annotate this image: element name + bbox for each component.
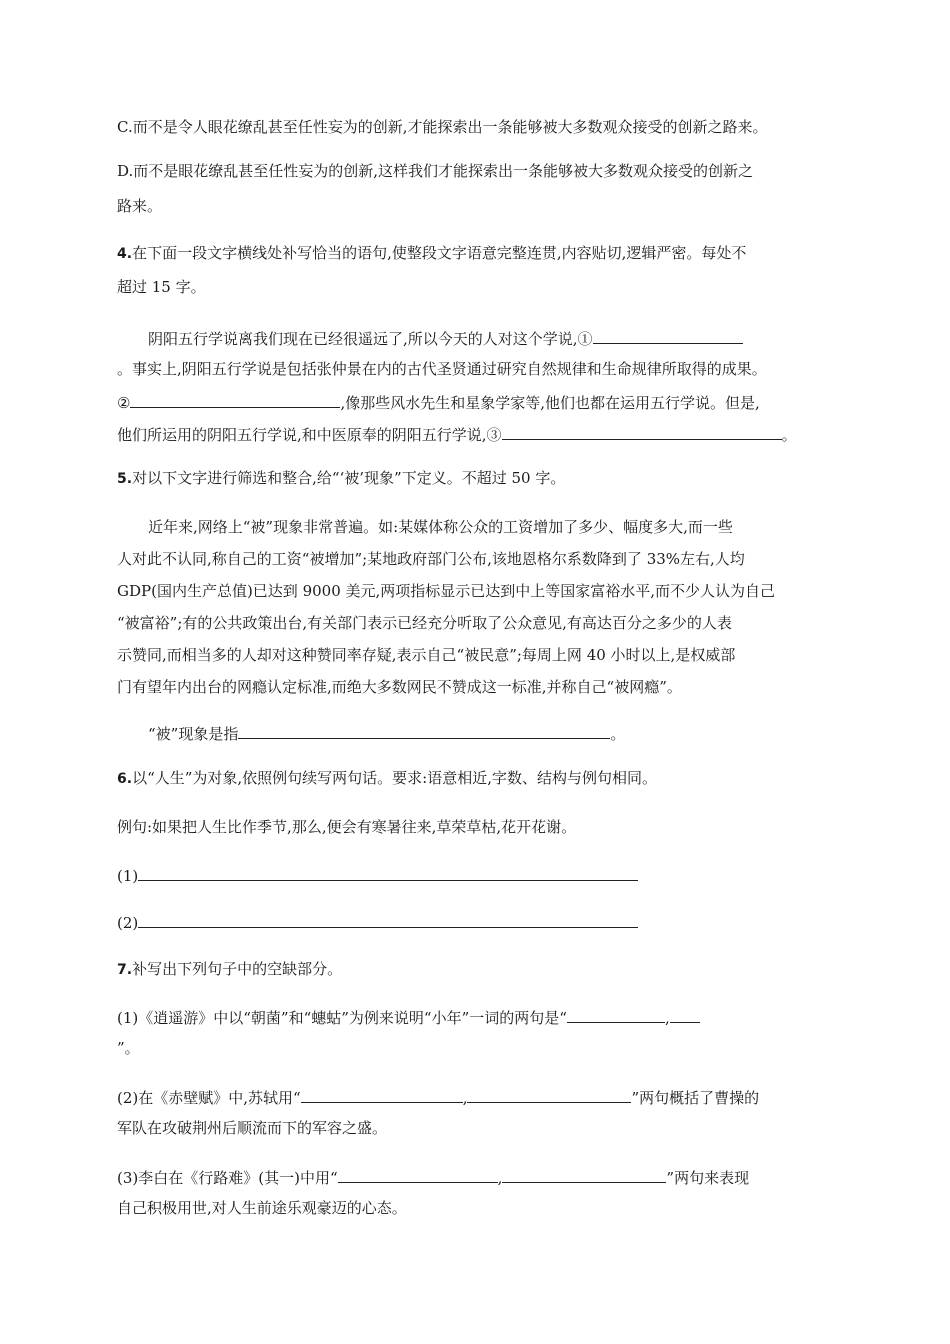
question-number: 7. [117, 962, 133, 978]
answer-blank-1[interactable] [593, 327, 743, 344]
item-label: (2) [117, 914, 139, 932]
question-text: 补写出下列句子中的空缺部分。 [132, 960, 343, 978]
blank-marker: ② [117, 394, 131, 412]
answer-blank-7-1a[interactable] [567, 1006, 665, 1023]
option-d-line2: 路来。 [117, 197, 163, 215]
answer-6-1 [117, 864, 638, 886]
sentence-7-3-line2: 自己积极用世,对人生前途乐观豪迈的心态。 [117, 1199, 407, 1217]
answer-blank-7-3a[interactable] [338, 1166, 498, 1183]
blank-marker: ③ [486, 426, 502, 444]
passage-text: 阴阳五行学说离我们现在已经很遥远了,所以今天的人对这个学说, [148, 330, 578, 348]
material-5-line2: 人对此不认同,称自己的工资“被增加”;某地政府部门公布,该地恩格尔系数降到了 33%左右,人均 [117, 550, 745, 568]
sentence-7-1-line2: ”。 [117, 1039, 140, 1057]
material-5-line1: 近年来,网络上“被”现象非常普遍。如:某媒体称公众的工资增加了多少、幅度多大,而一些 [148, 518, 733, 536]
question-4-line1 [117, 243, 746, 264]
passage-4-line1 [148, 327, 743, 349]
passage-text: 他们所运用的阴阳五行学说,和中医原奉的阴阳五行学说, [117, 426, 487, 444]
question-number: 6. [117, 771, 133, 787]
answer-blank-6-2[interactable] [138, 911, 638, 928]
answer-blank-2[interactable] [130, 391, 340, 408]
passage-4-line3 [117, 391, 760, 413]
answer-5-line: “被”现象是指 。 [148, 722, 625, 744]
blank-marker: ① [577, 330, 593, 348]
question-7 [117, 959, 342, 980]
answer-prefix: “被”现象是指 [148, 725, 239, 743]
question-4-line2: 超过 15 字。 [117, 278, 206, 296]
answer-blank-5[interactable] [238, 722, 610, 739]
passage-4-line2: 。事实上,阴阳五行学说是包括张仲景在内的古代圣贤通过研究自然规律和生命规律所取得的成果。 [117, 360, 767, 378]
sentence-7-2-line2: 军队在攻破荆州后顺流而下的军容之盛。 [117, 1119, 388, 1137]
sentence-7-1-line1: (1)《逍遥游》中以“朝菌”和“蟪蛄”为例来说明“小年”一词的两句是“ , [117, 1006, 700, 1028]
option-d-line1: D.而不是眼花缭乱甚至任性妄为的创新,这样我们才能探索出一条能够被大多数观众接受的创新之 [117, 162, 754, 180]
material-5-line4: “被富裕”;有的公共政策出台,有关部门表示已经充分听取了公众意见,有高达百分之多少的人表 [117, 614, 732, 632]
passage-text: ,像那些风水先生和星象学家等,他们也都在运用五行学说。但是, [340, 394, 760, 412]
answer-blank-3[interactable] [502, 423, 782, 440]
passage-4-line4: 他们所运用的阴阳五行学说,和中医原奉的阴阳五行学说,③ 。 [117, 423, 797, 445]
option-c: C.而不是令人眼花缭乱甚至任性妄为的创新,才能探索出一条能够被大多数观众接受的创新之路来。 [117, 118, 768, 136]
question-text: 在下面一段文字横线处补写恰当的语句,使整段文字语意完整连贯,内容贴切,逻辑严密。每处不 [132, 244, 747, 262]
answer-blank-7-3b[interactable] [502, 1166, 666, 1183]
question-5 [117, 468, 565, 489]
question-text: 以“人生”为对象,依照例句续写两句话。要求:语意相近,字数、结构与例句相同。 [132, 769, 657, 787]
material-5-line6: 门有望年内出台的网瘾认定标准,而绝大多数网民不赞成这一标准,并称自己“被网瘾”。 [117, 678, 682, 696]
item-label: (1) [117, 867, 139, 885]
answer-blank-7-2a[interactable] [301, 1086, 463, 1103]
example-sentence: 例句:如果把人生比作季节,那么,便会有寒暑往来,草荣草枯,花开花谢。 [117, 818, 577, 836]
question-text: 对以下文字进行筛选和整合,给“‘被’现象”下定义。不超过 50 字。 [132, 469, 566, 487]
answer-6-2 [117, 911, 638, 933]
material-5-line5: 示赞同,而相当多的人却对这种赞同率存疑,表示自己“被民意”;每周上网 40 小时以上,是权威部 [117, 646, 736, 664]
sentence-7-2-line1: (2)在《赤壁赋》中,苏轼用“ , ”两句概括了曹操的 [117, 1086, 759, 1108]
answer-blank-7-2b[interactable] [467, 1086, 631, 1103]
answer-blank-6-1[interactable] [138, 864, 638, 881]
answer-blank-7-1b[interactable] [670, 1006, 700, 1023]
material-5-line3: GDP(国内生产总值)已达到 9000 美元,两项指标显示已达到中上等国家富裕水平,而不少人认为自己 [117, 582, 776, 600]
question-number: 4. [117, 246, 133, 262]
sentence-7-3-line1: (3)李白在《行路难》(其一)中用“ , ”两句来表现 [117, 1166, 749, 1188]
question-number: 5. [117, 471, 133, 487]
question-6 [117, 768, 657, 789]
